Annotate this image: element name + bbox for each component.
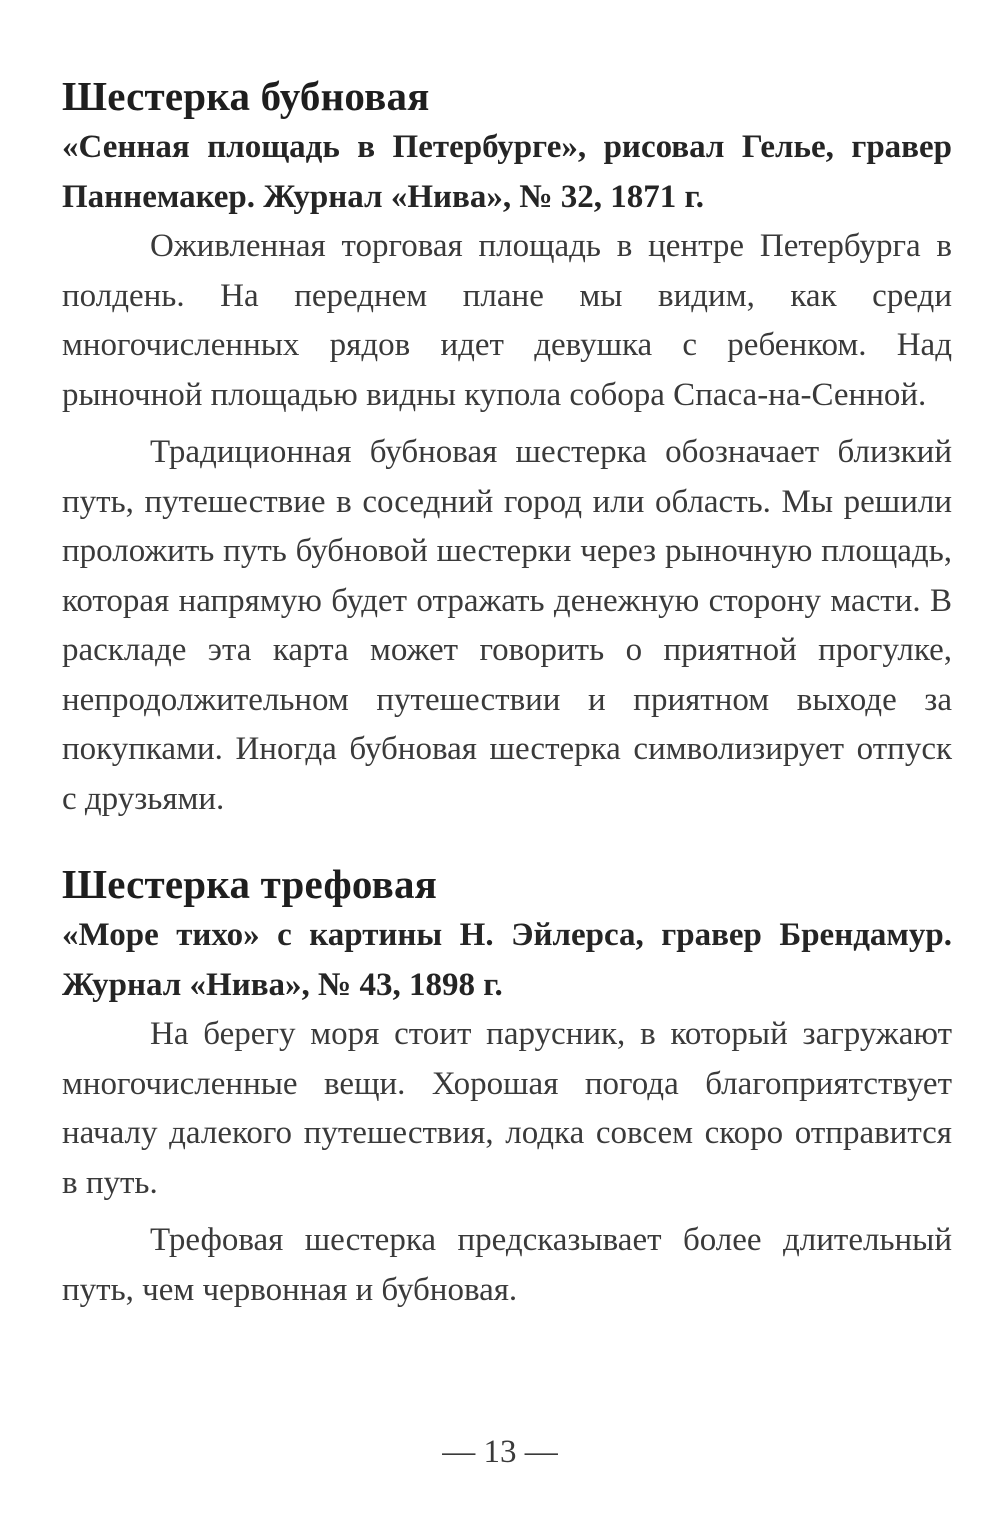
paragraph: Трефовая шестерка предсказывает более длительный путь, чем червонная и бубновая. <box>62 1222 952 1308</box>
illustration-caption: «Море тихо» с картины Н. Эйлерса, гравер Брендамур. Журнал «Нива», № 43, 1898 г. <box>62 917 952 1003</box>
section-six-of-clubs <box>62 858 952 1315</box>
section-title: Шестерка трефовая <box>62 861 438 907</box>
section-six-of-diamonds <box>62 70 952 824</box>
paragraph: На берегу моря стоит парусник, в который загружают многочисленные вещи. Хорошая погода благоприятствует началу далекого путешествия, лодка совсем скоро отправится в путь. <box>62 1016 952 1201</box>
page-number: — 13 — <box>442 1434 558 1470</box>
paragraph: Оживленная торговая площадь в центре Петербурга в полдень. На переднем плане мы видим, как среди многочисленных рядов идет девушка с ребенком. Над рыночной площадью видны купола собора Спаса-на-Сенной. <box>62 228 952 413</box>
page-content <box>62 70 952 1315</box>
paragraph: Традиционная бубновая шестерка обозначает близкий путь, путешествие в соседний город или область. Мы решили проложить путь бубновой шестерки через рыночную площадь, которая напрямую будет отражать денежную сторону масти. В раскладе эта карта может говорить о приятной прогулке, непродолжительном путешествии и приятном выходе за покупками. Иногда бубновая шестерка символизирует отпуск с друзьями. <box>62 434 952 817</box>
section-title: Шестерка бубновая <box>62 73 430 119</box>
illustration-caption: «Сенная площадь в Петербурге», рисовал Гелье, гравер Паннемакер. Журнал «Нива», № 32, 1871 г. <box>62 129 952 215</box>
